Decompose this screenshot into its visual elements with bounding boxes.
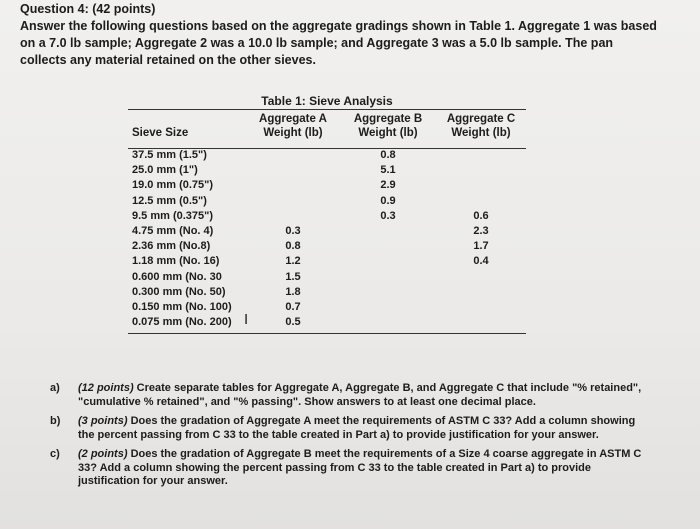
header-aggregate-a-unit: Weight (lb) [263, 127, 323, 139]
aggregate-c-cell: 1.7 [473, 240, 489, 253]
aggregate-a-cell: 0.5 [285, 316, 301, 329]
header-aggregate-b-unit: Weight (lb) [358, 127, 418, 139]
table-bottom-rule [128, 333, 526, 334]
aggregate-c-cell: 0.6 [473, 209, 489, 222]
sieve-size-cell: 25.0 mm (1") [132, 164, 198, 177]
sieve-size-cell: 0.300 mm (No. 50) [132, 285, 226, 298]
sieve-size-cell: 4.75 mm (No. 4) [132, 224, 214, 237]
table-row [128, 271, 526, 286]
part-c-text: Does the gradation of Aggregate B meet the requirements of a Size 4 coarse aggregate in ASTM C 33? Add a column showing the percent passing from C 33 to the table created in Part a) to provide justification for your answer. [78, 448, 642, 487]
part-c-label: c) [50, 448, 60, 460]
table-row [128, 179, 526, 194]
header-aggregate-c-name: Aggregate C [446, 113, 516, 125]
table-row [128, 316, 526, 331]
table-row [128, 255, 526, 270]
header-sieve-size: Sieve Size [132, 127, 189, 139]
part-a-text: Create separate tables for Aggregate A, Aggregate B, and Aggregate C that include "% retained", "cumulative % retained", and "% passing". Show answers to at least one decimal place. [78, 382, 642, 408]
part-b [50, 415, 650, 442]
header-aggregate-b-name: Aggregate B [353, 113, 423, 125]
table-row [128, 286, 526, 301]
header-aggregate-c-unit: Weight (lb) [451, 127, 511, 139]
part-b-points: (3 points) [78, 415, 131, 427]
part-a-label: a) [50, 382, 60, 394]
part-c-points: (2 points) [78, 448, 131, 460]
aggregate-b-cell: 0.8 [380, 149, 396, 161]
aggregate-a-cell: 0.8 [285, 240, 301, 253]
table-row [128, 210, 526, 225]
header-aggregate-b [343, 112, 433, 140]
table-body [128, 149, 526, 331]
aggregate-c-cell: 0.4 [473, 255, 489, 268]
sieve-analysis-table [128, 94, 526, 334]
question-title: Question 4: (42 points) [20, 2, 156, 16]
sieve-size-cell: 12.5 mm (0.5") [132, 194, 207, 207]
sieve-size-cell: 37.5 mm (1.5") [132, 149, 207, 161]
table-row [128, 301, 526, 316]
aggregate-a-cell: 0.3 [285, 224, 301, 237]
table-caption: Table 1: Sieve Analysis [261, 94, 393, 108]
aggregate-b-cell: 2.9 [380, 179, 396, 192]
part-a-points: (12 points) [78, 382, 137, 394]
aggregate-b-cell: 5.1 [380, 164, 396, 177]
question-intro: Answer the following questions based on the aggregate gradings shown in Table 1. Aggregate 1 was based on a 7.0 lb sample; Aggregate 2 was a 10.0 lb sample; and Aggregate 3 was a 5.0 lb sample. The pan collects any material retained on the other sieves. [20, 19, 657, 67]
text-cursor-icon: I [244, 311, 249, 328]
part-b-label: b) [50, 415, 61, 427]
aggregate-a-cell: 1.5 [285, 270, 301, 283]
aggregate-b-cell: 0.9 [380, 194, 396, 207]
header-aggregate-a-name: Aggregate A [259, 113, 327, 125]
sieve-size-cell: 0.150 mm (No. 100) [132, 300, 232, 313]
sieve-size-cell: 1.18 mm (No. 16) [132, 255, 220, 268]
sieve-size-cell: 9.5 mm (0.375") [132, 209, 214, 222]
part-c [50, 448, 650, 489]
table-row [128, 164, 526, 179]
header-aggregate-c [436, 112, 526, 140]
sieve-size-cell: 0.600 mm (No. 30 [132, 270, 222, 283]
aggregate-c-cell: 2.3 [473, 224, 489, 237]
aggregate-b-cell: 0.3 [380, 209, 396, 222]
question-parts [50, 382, 650, 495]
part-b-text: Does the gradation of Aggregate A meet the requirements of ASTM C 33? Add a column showing the percent passing from C 33 to the table created in Part a) to provide justification for your answer. [78, 415, 636, 441]
part-a [50, 382, 650, 409]
sieve-size-cell: 19.0 mm (0.75") [132, 179, 214, 192]
header-aggregate-a [248, 112, 338, 140]
sieve-size-cell: 2.36 mm (No.8) [132, 240, 211, 253]
aggregate-a-cell: 1.2 [285, 255, 301, 268]
sieve-size-cell: 0.075 mm (No. 200) [132, 316, 232, 329]
aggregate-a-cell: 0.7 [285, 300, 301, 313]
aggregate-a-cell: 1.8 [285, 285, 301, 298]
table-row [128, 195, 526, 210]
table-row [128, 240, 526, 255]
table-header [128, 110, 526, 148]
table-row [128, 225, 526, 240]
table-row [128, 149, 526, 164]
